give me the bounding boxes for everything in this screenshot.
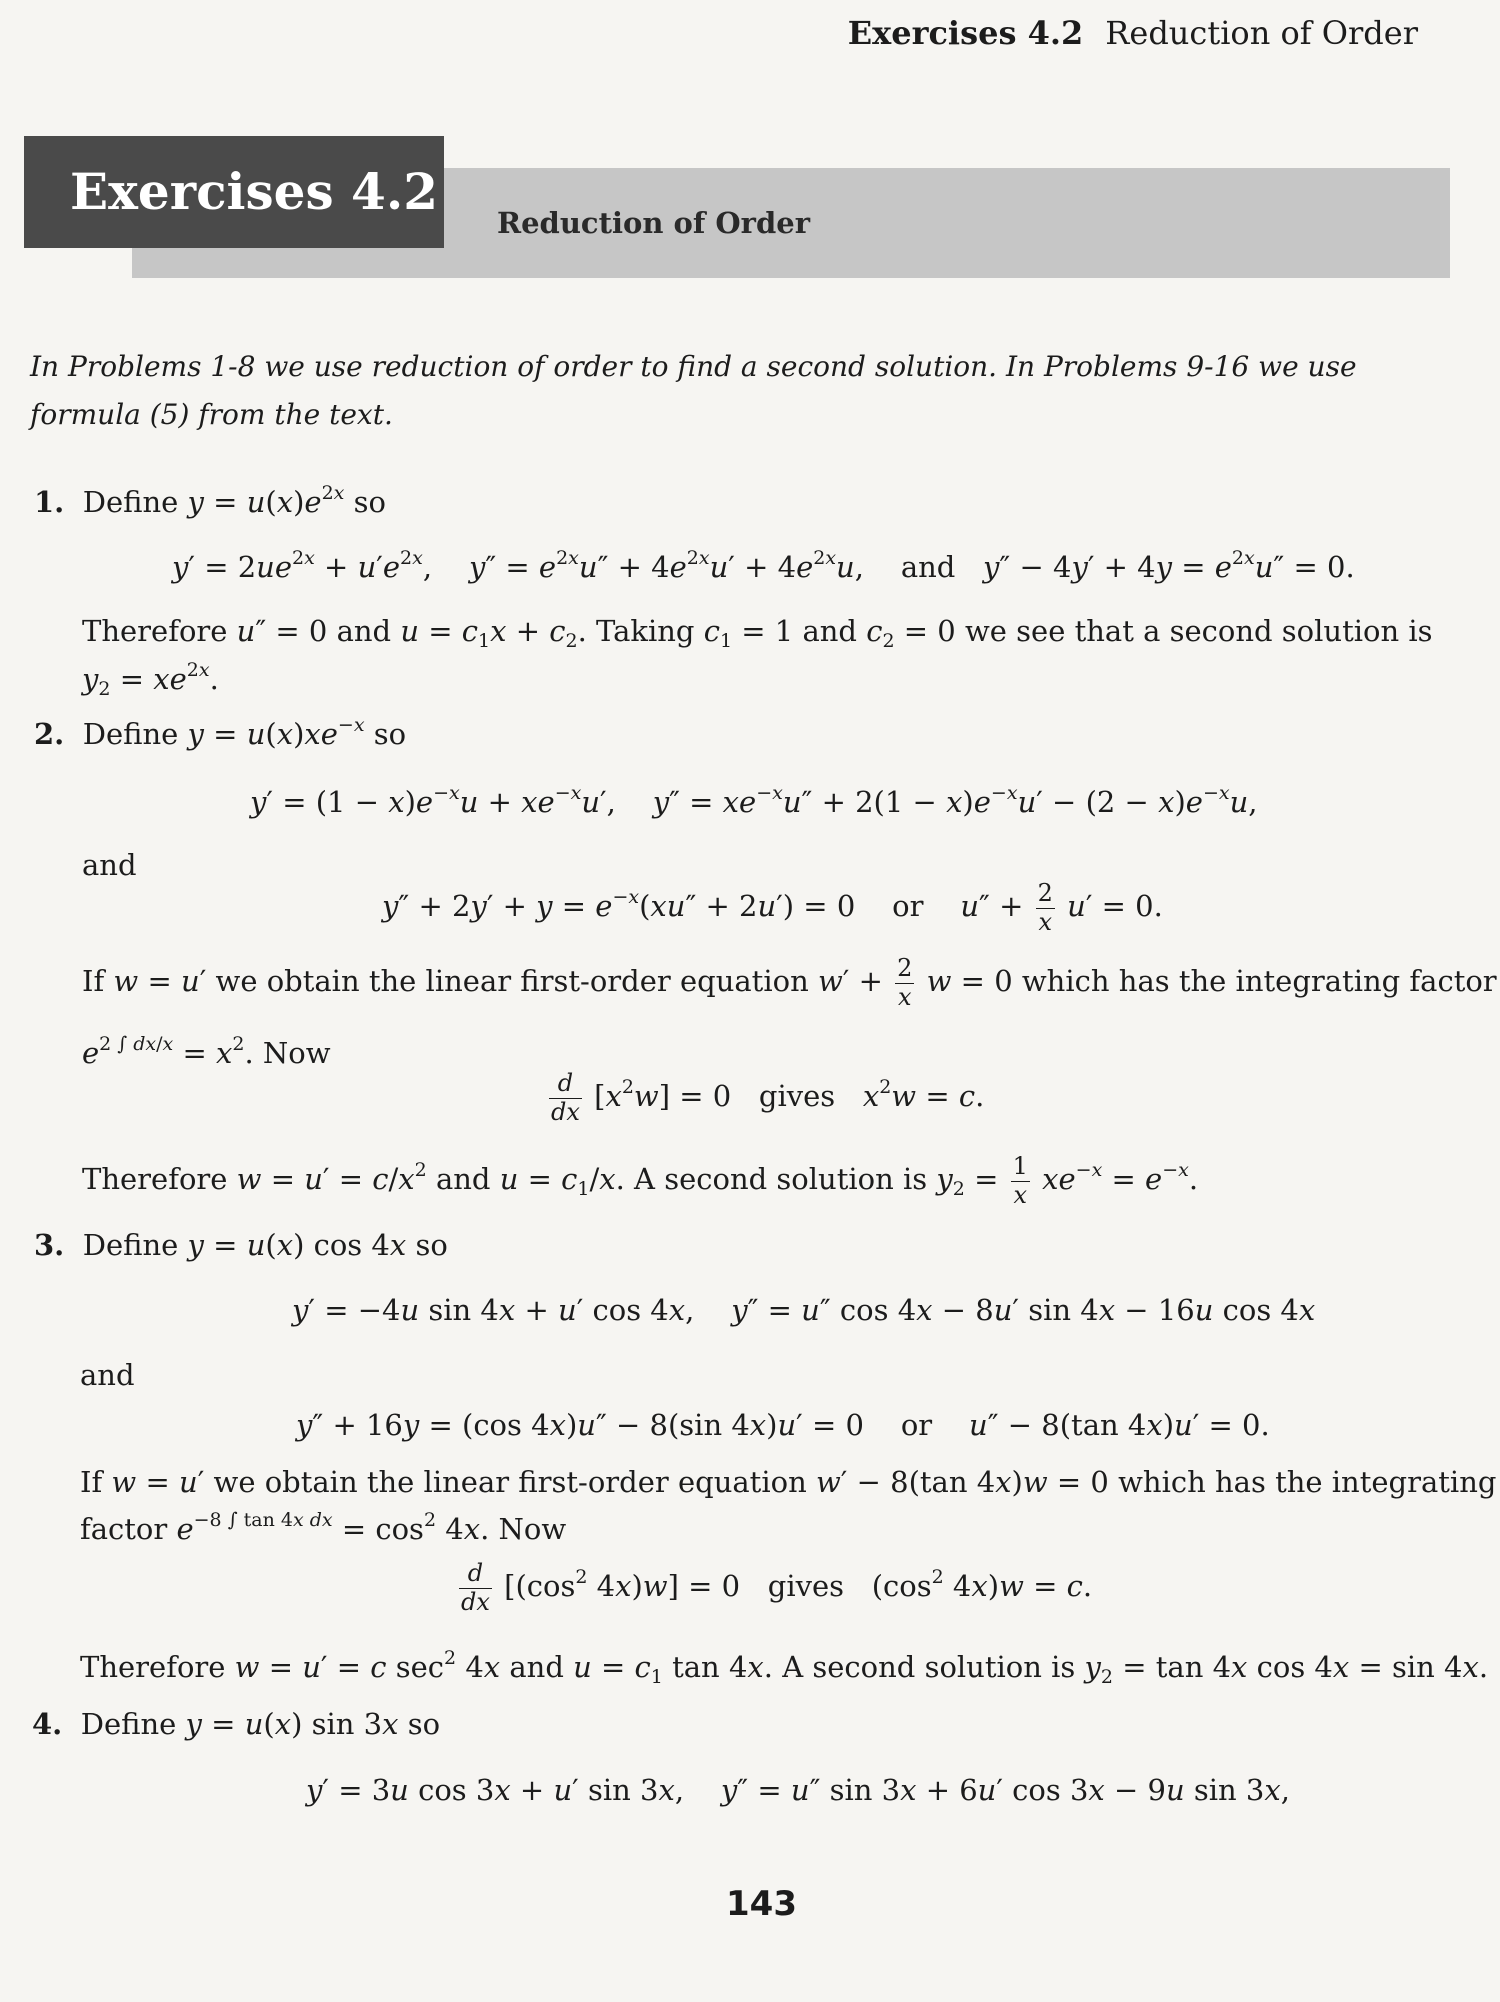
problem-1-statement: 1. Define $y = u(x)e^{2x}$ so (34, 482, 386, 519)
problem-3-integrating-factor: factor $e^{-8 \int tan 4x dx} = \cos^2 4x$. Now (80, 1509, 567, 1546)
running-head (848, 14, 1418, 52)
intro-paragraph: In Problems 1-8 we use reduction of order to find a second solution. In Problems 9-16 we use formula (5) from the text. (30, 350, 1357, 431)
problem-2-substitution: If w = u′ we obtain the linear first-order equation w′ + $\frac{2}{x}$ w = 0 which has the integrating factor (82, 954, 1497, 1011)
problem-1-number: 1. (34, 485, 65, 519)
problem-2-statement: 2. Define $y = u(x)xe^{-x}$ so (34, 714, 407, 751)
problem-2-number: 2. (34, 717, 65, 751)
problem-4-derivatives: y′ = 3u cos 3x + u′ sin 3x, y″ = u″ sin 3x + 6u′ cos 3x − 9u sin 3x, (306, 1773, 1290, 1807)
problem-3-therefore: Therefore w = u′ = c $\sec^2 4x$ and $u = c_1$ tan 4x. A second solution is $y_2 = \tan 4x$ cos 4x = sin 4x. (80, 1647, 1489, 1688)
problem-3-substitution: If w = u′ we obtain the linear first-order equation w′ − 8(tan 4x)w = 0 which has the integrating (80, 1465, 1497, 1499)
problem-2-integrating-factor: $e^{2 \int dx/x} = x^2$. Now (82, 1033, 331, 1070)
running-head-title: Reduction of Order (1105, 14, 1418, 52)
page-number: 143 (726, 1884, 797, 1924)
problem-2-and: and (82, 848, 137, 882)
banner-title: Reduction of Order (497, 206, 810, 240)
problem-1-solution: $y_2 = xe^{2x}$. (82, 659, 219, 700)
problem-3-and: and (80, 1358, 135, 1392)
problem-1-therefore: Therefore u″ = 0 and $u = c_1x + c_2$. Taking $c_1 = 1$ and $c_2 = 0$ we see that a second solution is (82, 614, 1433, 652)
problem-2-derivatives: $y' = (1 - x)e^{-x}u + xe^{-x}u'$, $y'' = xe^{-x}u'' + 2(1 - x)e^{-x}u' - (2 - x)e^{-x}u$, (250, 782, 1258, 819)
running-head-section: Exercises 4.2 (847, 14, 1084, 52)
problem-1-derivatives: $y' = 2ue^{2x} + u'e^{2x}$, $y'' = e^{2x}u'' + 4e^{2x}u' + 4e^{2x}u$, and $y'' - 4y' + 4y = e^{2x}u'' = 0$. (172, 547, 1355, 584)
problem-2-therefore: Therefore $w = u' = c/x^2$ and $u = c_1/x$. A second solution is $y_2$ = $\frac{1}{x}$ $xe^{-x} = e^{-x}$. (82, 1152, 1199, 1209)
problem-2-derivative-equation: $\frac{d}{dx}$ $[x^2w] = 0$ gives $x^2w = c$. (551, 1069, 985, 1126)
problem-4-statement: 4. Define y = u(x) sin 3x so (32, 1707, 441, 1741)
problem-3-number: 3. (34, 1228, 65, 1262)
problem-2-equation: $y'' + 2y' + y = e^{-x}(xu'' + 2u') = 0$ or u″ + $\frac{2}{x}$ u′ = 0. (382, 879, 1163, 936)
problem-4-number: 4. (32, 1707, 63, 1741)
problem-3-derivative-equation: $\frac{d}{dx}$ [($\cos^2$ 4x)w] = 0 gives ($\cos^2$ 4x)w = c. (461, 1559, 1093, 1616)
problem-3-statement: 3. Define y = u(x) cos 4x so (34, 1228, 448, 1262)
problem-3-equation: y″ + 16y = (cos 4x)u″ − 8(sin 4x)u′ = 0 or u″ − 8(tan 4x)u′ = 0. (296, 1408, 1270, 1442)
banner-section: Exercises 4.2 (24, 136, 444, 248)
problem-3-derivatives: y′ = −4u sin 4x + u′ cos 4x, y″ = u″ cos 4x − 8u′ sin 4x − 16u cos 4x (292, 1293, 1316, 1327)
